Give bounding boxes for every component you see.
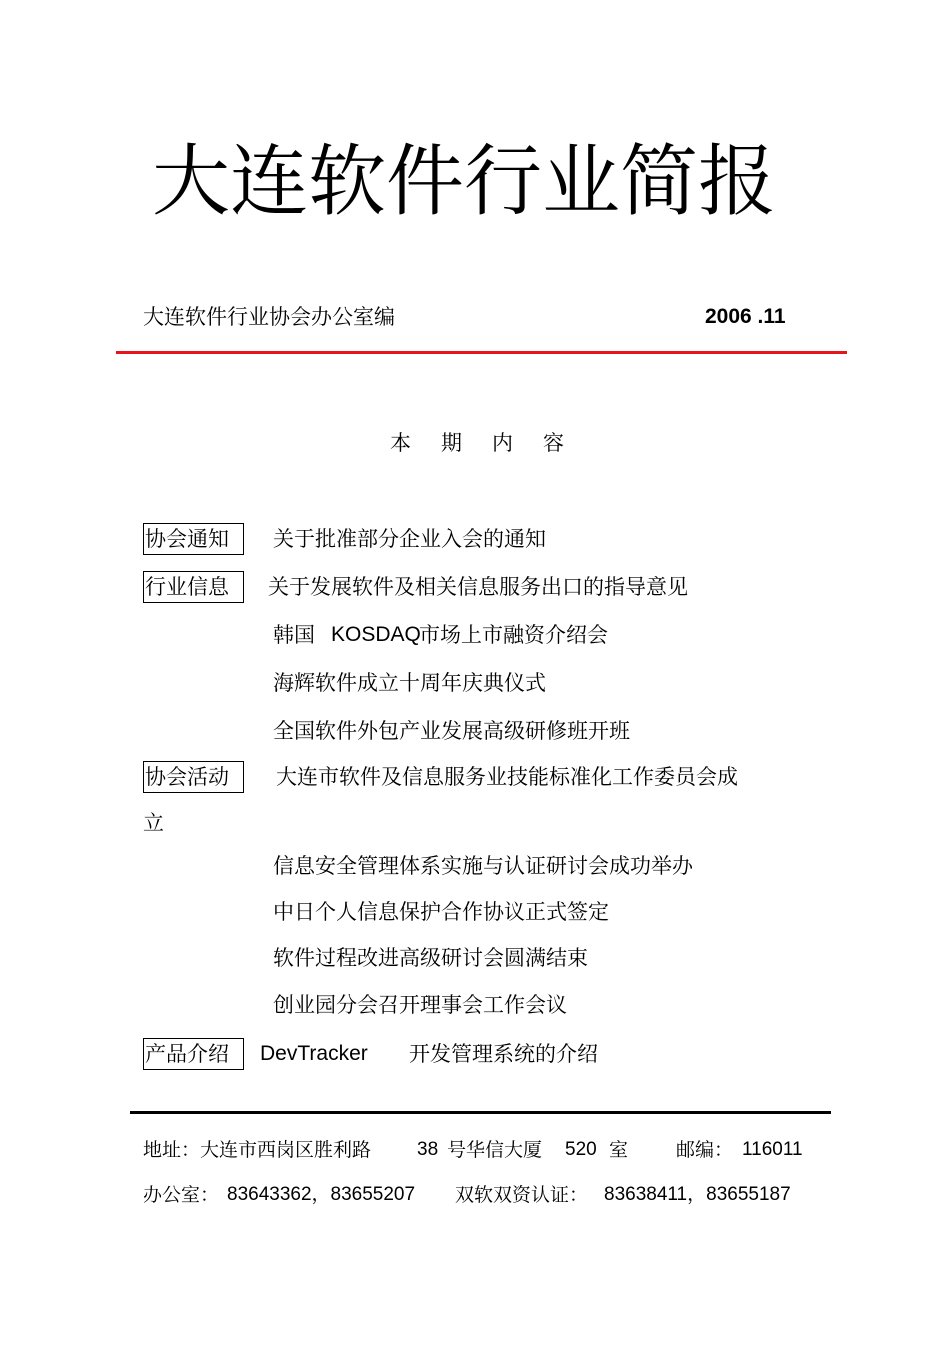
footer-address-building: 号华信大厦: [447, 1139, 543, 1161]
footer-room-number: 520: [565, 1139, 597, 1160]
toc-item-devtracker: DevTracker: [260, 1042, 368, 1065]
toc-item: 全国软件外包产业发展高级研修班开班: [273, 719, 630, 743]
red-divider: [116, 351, 847, 354]
footer-postcode-label: 邮编：: [676, 1139, 734, 1161]
black-divider: [130, 1111, 831, 1114]
footer-office-label: 办公室：: [143, 1184, 220, 1206]
footer-cert-label: 双软双资认证：: [455, 1184, 589, 1206]
toc-item: 创业园分会召开理事会工作会议: [273, 993, 567, 1017]
toc-item: 关于批准部分企业入会的通知: [273, 527, 546, 551]
footer-room-suffix: 室: [609, 1139, 629, 1161]
section-label-product-intro: 产品介绍: [143, 1038, 244, 1070]
toc-item: 中日个人信息保护合作协议正式签定: [273, 900, 609, 924]
toc-item-continuation: 立: [143, 811, 164, 835]
bulletin-title: 大连软件行业简报: [152, 137, 777, 227]
footer-address-label: 地址：大连市西岗区胜利路: [143, 1139, 372, 1161]
toc-item: 关于发展软件及相关信息服务出口的指导意见: [268, 575, 688, 599]
toc-item: 软件过程改进高级研讨会圆满结束: [273, 946, 588, 970]
footer-cert-phones: 83638411，83655187: [604, 1184, 791, 1205]
section-label-industry-info: 行业信息: [143, 571, 244, 603]
footer-address-number: 38: [417, 1139, 439, 1160]
footer-postcode: 116011: [742, 1139, 803, 1160]
issue-date: 2006 .11: [705, 305, 786, 328]
toc-item: 海辉软件成立十周年庆典仪式: [273, 671, 546, 695]
contents-heading: 本期内容: [390, 431, 594, 455]
toc-item: 大连市软件及信息服务业技能标准化工作委员会成: [276, 765, 738, 789]
toc-item: 信息安全管理体系实施与认证研讨会成功举办: [273, 854, 693, 878]
section-label-association-notice: 协会通知: [143, 523, 244, 555]
toc-item: 市场上市融资介绍会: [419, 623, 608, 647]
editor-line: 大连软件行业协会办公室编: [143, 305, 395, 329]
toc-item: 开发管理系统的介绍: [409, 1042, 598, 1066]
toc-item-korea: 韩国: [273, 623, 315, 647]
footer-office-phones: 83643362，83655207: [227, 1184, 416, 1205]
section-label-association-activities: 协会活动: [143, 761, 244, 793]
toc-item-kosdaq: KOSDAQ: [331, 623, 421, 646]
